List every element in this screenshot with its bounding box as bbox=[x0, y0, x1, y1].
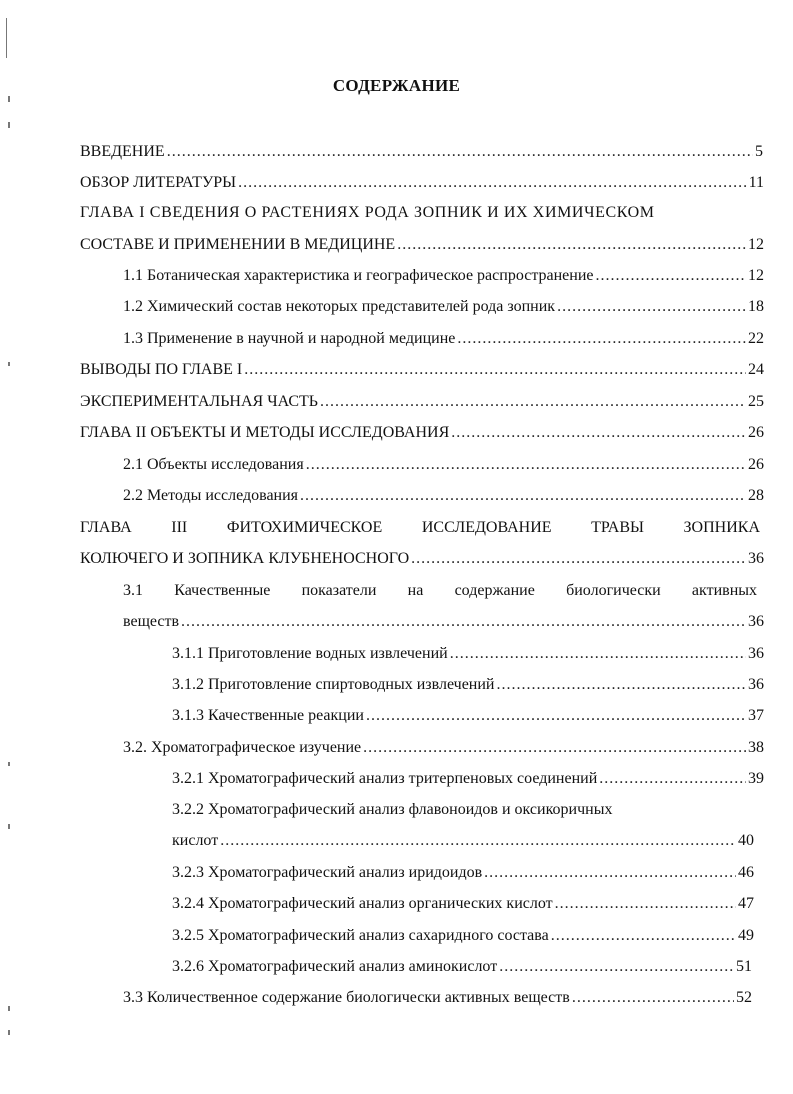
toc-entry-introduction[interactable] bbox=[80, 142, 763, 162]
toc-page-number: 22 bbox=[748, 330, 764, 347]
toc-entry-3-2-4[interactable] bbox=[172, 894, 754, 914]
toc-entry-label: 1.3 Применение в научной и народной медицине bbox=[123, 330, 456, 347]
toc-leader-dots bbox=[557, 297, 746, 317]
toc-entry-3-2-6[interactable] bbox=[172, 957, 752, 977]
toc-entry-3-3[interactable] bbox=[123, 988, 752, 1008]
toc-entry-label: 3.1.3 Качественные реакции bbox=[172, 707, 364, 724]
scan-artifact bbox=[8, 362, 10, 366]
toc-entry-label: 1.1 Ботаническая характеристика и географическое распространение bbox=[123, 267, 594, 284]
toc-entry-chapter-3-line1[interactable] bbox=[80, 518, 760, 538]
toc-entry-experimental-part[interactable] bbox=[80, 392, 764, 412]
toc-page-number: 36 bbox=[748, 550, 764, 567]
toc-entry-3-1-2[interactable] bbox=[172, 675, 764, 695]
toc-leader-dots bbox=[499, 957, 734, 977]
toc-leader-dots bbox=[238, 173, 746, 193]
toc-page-number: 49 bbox=[738, 927, 754, 944]
toc-entry-1-3[interactable] bbox=[123, 329, 764, 349]
toc-entry-3-1[interactable] bbox=[123, 612, 764, 632]
toc-page-number: 18 bbox=[748, 298, 764, 315]
scan-artifact bbox=[8, 824, 10, 829]
toc-entry-chapter-2[interactable] bbox=[80, 423, 764, 443]
toc-entry-label: веществ bbox=[123, 613, 180, 630]
toc-entry-3-2[interactable] bbox=[123, 738, 764, 758]
toc-entry-3-2-3[interactable] bbox=[172, 863, 754, 883]
toc-page-number: 38 bbox=[748, 739, 764, 756]
toc-leader-dots bbox=[457, 329, 746, 349]
toc-leader-dots bbox=[484, 863, 736, 883]
toc-entry-chapter-1[interactable] bbox=[80, 235, 764, 255]
toc-leader-dots bbox=[411, 549, 746, 569]
toc-page-number: 5 bbox=[755, 143, 763, 160]
toc-page-number: 46 bbox=[738, 864, 754, 881]
toc-entry-label: КОЛЮЧЕГО И ЗОПНИКА КЛУБНЕНОСНОГО bbox=[80, 550, 410, 567]
toc-entry-chapter-1-line1[interactable] bbox=[80, 203, 762, 223]
toc-entry-2-1[interactable] bbox=[123, 455, 764, 475]
toc-page-number: 26 bbox=[748, 456, 764, 473]
toc-leader-dots bbox=[599, 769, 746, 789]
toc-leader-dots bbox=[181, 612, 746, 632]
toc-entry-label: ВВЕДЕНИЕ bbox=[80, 143, 165, 160]
toc-page-number: 24 bbox=[748, 361, 764, 378]
toc-entry-label: 1.2 Химический состав некоторых представителей рода зопник bbox=[123, 298, 556, 315]
toc-leader-dots bbox=[320, 392, 746, 412]
toc-leader-dots bbox=[450, 644, 746, 664]
scan-artifact bbox=[8, 96, 10, 102]
toc-leader-dots bbox=[244, 360, 746, 380]
toc-leader-dots bbox=[596, 266, 747, 286]
toc-leader-dots bbox=[220, 831, 736, 851]
toc-page-number: 12 bbox=[748, 236, 764, 253]
toc-page-number: 11 bbox=[748, 174, 764, 191]
toc-leader-dots bbox=[555, 894, 736, 914]
toc-entry-label: кислот bbox=[172, 832, 219, 849]
toc-page-number: 36 bbox=[748, 676, 764, 693]
toc-entry-label: 3.1.2 Приготовление спиртоводных извлечений bbox=[172, 676, 495, 693]
toc-entry-label: 3.1 Качественные показатели на содержание биологически активных bbox=[123, 582, 757, 599]
toc-leader-dots bbox=[300, 486, 746, 506]
scan-artifact bbox=[6, 18, 7, 58]
toc-page-number: 37 bbox=[748, 707, 764, 724]
scan-artifact bbox=[8, 1006, 10, 1011]
toc-entry-label: 2.2 Методы исследования bbox=[123, 487, 299, 504]
toc-entry-3-2-2-line1[interactable] bbox=[172, 800, 732, 820]
scan-artifact bbox=[8, 122, 10, 128]
toc-entry-chapter-3[interactable] bbox=[80, 549, 764, 569]
toc-entry-label: ВЫВОДЫ ПО ГЛАВЕ I bbox=[80, 361, 243, 378]
toc-entry-label: 3.2.3 Хроматографический анализ иридоидов bbox=[172, 864, 483, 881]
toc-entry-label: 3.2.4 Хроматографический анализ органических кислот bbox=[172, 895, 553, 912]
toc-entry-label: 3.2.2 Хроматографический анализ флавоноидов и оксикоричных bbox=[172, 801, 613, 818]
toc-leader-dots bbox=[366, 706, 746, 726]
toc-entry-3-2-2[interactable] bbox=[172, 831, 754, 851]
toc-page-number: 36 bbox=[748, 613, 764, 630]
toc-entry-label: ЭКСПЕРИМЕНТАЛЬНАЯ ЧАСТЬ bbox=[80, 393, 318, 410]
toc-page-number: 12 bbox=[748, 267, 764, 284]
toc-entry-1-2[interactable] bbox=[123, 297, 764, 317]
toc-leader-dots bbox=[167, 142, 753, 162]
toc-entry-literature-review[interactable] bbox=[80, 173, 764, 193]
toc-entry-label: 3.2.6 Хроматографический анализ аминокислот bbox=[172, 958, 498, 975]
toc-leader-dots bbox=[363, 738, 746, 758]
toc-page-number: 47 bbox=[738, 895, 754, 912]
toc-entry-3-1-1[interactable] bbox=[172, 644, 764, 664]
toc-entry-3-1-line1[interactable] bbox=[123, 581, 757, 601]
toc-page-number: 36 bbox=[748, 645, 764, 662]
toc-entry-label: 3.1.1 Приготовление водных извлечений bbox=[172, 645, 448, 662]
toc-entry-3-2-1[interactable] bbox=[172, 769, 764, 789]
toc-entry-2-2[interactable] bbox=[123, 486, 764, 506]
toc-leader-dots bbox=[551, 926, 736, 946]
toc-page-number: 51 bbox=[736, 958, 752, 975]
toc-entry-1-1[interactable] bbox=[123, 266, 764, 286]
toc-page-number: 39 bbox=[748, 770, 764, 787]
toc-leader-dots bbox=[306, 455, 746, 475]
scan-artifact bbox=[8, 1030, 10, 1035]
toc-leader-dots bbox=[497, 675, 747, 695]
toc-page-number: 26 bbox=[748, 424, 764, 441]
toc-entry-label: 3.2. Хроматографическое изучение bbox=[123, 739, 362, 756]
toc-page-number: 25 bbox=[748, 393, 764, 410]
page-title: СОДЕРЖАНИЕ bbox=[332, 76, 461, 95]
toc-entry-label: ГЛАВА III ФИТОХИМИЧЕСКОЕ ИССЛЕДОВАНИЕ ТРАВЫ ЗОПНИКА bbox=[80, 519, 760, 536]
toc-entry-chapter-1-conclusions[interactable] bbox=[80, 360, 764, 380]
scan-artifact bbox=[8, 762, 10, 766]
toc-entry-label: ОБЗОР ЛИТЕРАТУРЫ bbox=[80, 174, 237, 191]
toc-entry-3-1-3[interactable] bbox=[172, 706, 764, 726]
toc-entry-label: 2.1 Объекты исследования bbox=[123, 456, 304, 473]
toc-entry-label: 3.2.5 Хроматографический анализ сахаридного состава bbox=[172, 927, 549, 944]
toc-entry-label: ГЛАВА I СВЕДЕНИЯ О РАСТЕНИЯХ РОДА ЗОПНИК И ИХ ХИМИЧЕСКОМ bbox=[80, 204, 655, 221]
toc-entry-label: 3.3 Количественное содержание биологически активных веществ bbox=[123, 989, 570, 1006]
toc-page-number: 28 bbox=[748, 487, 764, 504]
toc-leader-dots bbox=[451, 423, 746, 443]
toc-page-number: 52 bbox=[736, 989, 752, 1006]
toc-page-number: 40 bbox=[738, 832, 754, 849]
toc-leader-dots bbox=[572, 988, 734, 1008]
toc-entry-label: СОСТАВЕ И ПРИМЕНЕНИИ В МЕДИЦИНЕ bbox=[80, 236, 396, 253]
toc-leader-dots bbox=[397, 235, 746, 255]
toc-entry-label: ГЛАВА II ОБЪЕКТЫ И МЕТОДЫ ИССЛЕДОВАНИЯ bbox=[80, 424, 450, 441]
toc-entry-3-2-5[interactable] bbox=[172, 926, 754, 946]
toc-entry-label: 3.2.1 Хроматографический анализ тритерпеновых соединений bbox=[172, 770, 598, 787]
